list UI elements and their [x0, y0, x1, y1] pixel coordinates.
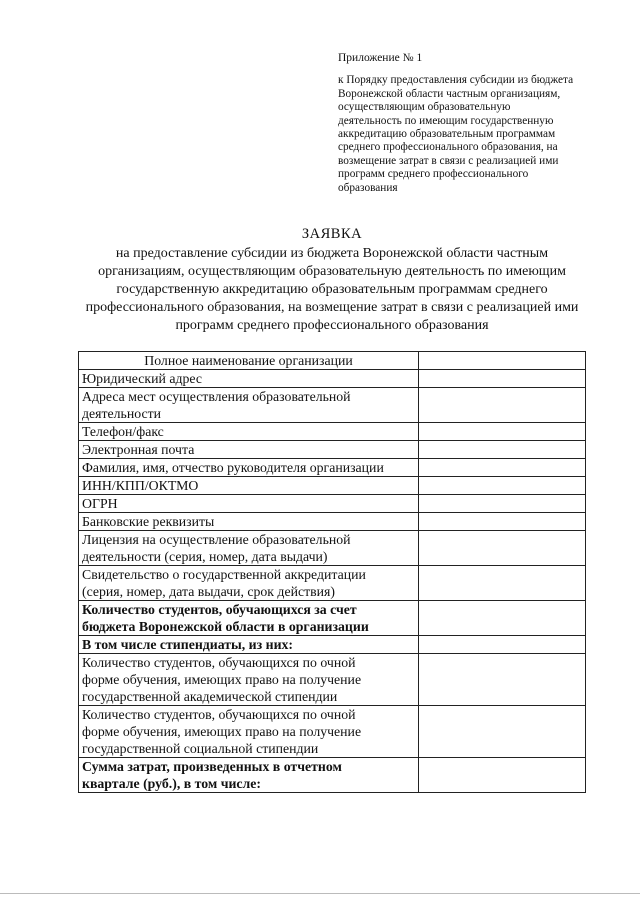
field-label-line: Количество студентов, обучающихся по очной: [82, 655, 356, 670]
field-label-line: Адреса мест осуществления образовательной: [82, 389, 351, 404]
field-value-cell[interactable]: [419, 758, 586, 793]
field-label-cell: [79, 441, 419, 459]
field-label-cell: [79, 477, 419, 495]
field-label-cell: [79, 706, 419, 758]
table-row: [79, 459, 586, 477]
field-label-cell: [79, 423, 419, 441]
subtitle-line: профессионального образования, на возмещение затрат в связи с реализацией ими: [85, 300, 579, 315]
field-label-cell: [79, 601, 419, 636]
field-label-cell: [79, 459, 419, 477]
field-label-line: деятельности: [82, 406, 161, 421]
table-row: [79, 495, 586, 513]
field-label-line: Юридический адрес: [82, 371, 202, 386]
table-row: [79, 352, 586, 370]
field-label-line: Телефон/факс: [82, 424, 164, 439]
form-table-body: [79, 352, 586, 793]
field-label-line: квартале (руб.), в том числе:: [82, 776, 262, 791]
appendix-title: Приложение № 1: [338, 52, 423, 64]
field-value-cell[interactable]: [419, 531, 586, 566]
field-value-cell[interactable]: [419, 601, 586, 636]
table-row: [79, 758, 586, 793]
table-row: [79, 388, 586, 423]
table-row: [79, 566, 586, 601]
field-value-cell[interactable]: [419, 352, 586, 370]
field-label-line: Сумма затрат, произведенных в отчетном: [82, 759, 342, 774]
subtitle-line: на предоставление субсидии из бюджета Воронежской области частным: [115, 246, 549, 261]
field-label-cell: [79, 636, 419, 654]
appendix-line: возмещение затрат в связи с реализацией ими: [338, 154, 559, 167]
subtitle-line: организациям, осуществляющим образовательную деятельность по имеющим: [98, 264, 566, 279]
field-value-cell[interactable]: [419, 423, 586, 441]
appendix-line: осуществляющим образовательную: [338, 101, 511, 114]
field-label-cell: [79, 654, 419, 706]
appendix-text: [338, 74, 623, 195]
table-row: [79, 636, 586, 654]
subtitle-line: программ среднего профессионального образования: [175, 318, 489, 333]
field-label-cell: [79, 531, 419, 566]
field-label-line: В том числе стипендиаты, из них:: [82, 637, 294, 652]
field-label-line: ОГРН: [82, 496, 118, 511]
field-value-cell[interactable]: [419, 706, 586, 758]
appendix-line: среднего профессионального образования, на: [338, 141, 558, 154]
field-value-cell[interactable]: [419, 370, 586, 388]
field-label-cell: [79, 758, 419, 793]
table-row: [79, 513, 586, 531]
field-value-cell[interactable]: [419, 495, 586, 513]
field-label-line: (серия, номер, дата выдачи, срок действия): [82, 584, 335, 599]
appendix-line: программ среднего профессионального: [338, 168, 529, 181]
field-label-line: форме обучения, имеющих право на получение: [82, 672, 362, 687]
field-label-line: Электронная почта: [82, 442, 195, 457]
field-label-line: ИНН/КПП/ОКТМО: [82, 478, 199, 493]
table-row: [79, 423, 586, 441]
field-label-line: деятельности (серия, номер, дата выдачи): [82, 549, 328, 564]
field-label-cell: [79, 495, 419, 513]
appendix-line: Воронежской области частным организациям,: [338, 87, 561, 100]
table-row: [79, 706, 586, 758]
field-value-cell[interactable]: [419, 459, 586, 477]
field-value-cell[interactable]: [419, 566, 586, 601]
document-title: ЗАЯВКА: [301, 226, 363, 242]
application-form-table: [78, 351, 586, 793]
table-row: [79, 441, 586, 459]
field-label-line: Банковские реквизиты: [82, 514, 215, 529]
field-label-line: Лицензия на осуществление образовательной: [82, 532, 351, 547]
field-label-cell: [79, 388, 419, 423]
field-label-cell: [79, 370, 419, 388]
table-row: [79, 370, 586, 388]
document-heading: [68, 226, 596, 335]
field-value-cell[interactable]: [419, 477, 586, 495]
field-label-cell: [79, 352, 419, 370]
table-row: [79, 477, 586, 495]
page-bottom-divider: [0, 893, 640, 894]
field-label-line: государственной академической стипендии: [82, 689, 338, 704]
appendix-line: аккредитацию образовательным программам: [338, 128, 556, 141]
field-label-line: Полное наименование организации: [144, 353, 353, 368]
field-label-line: бюджета Воронежской области в организации: [82, 619, 369, 634]
field-label-line: Количество студентов, обучающихся за счет: [82, 602, 357, 617]
field-label-line: государственной социальной стипендии: [82, 741, 319, 756]
field-value-cell[interactable]: [419, 513, 586, 531]
subtitle-line: государственную аккредитацию образовательным программам среднего: [116, 282, 548, 297]
field-label-line: Количество студентов, обучающихся по очной: [82, 707, 356, 722]
table-row: [79, 531, 586, 566]
appendix-line: образования: [338, 181, 398, 194]
field-label-cell: [79, 513, 419, 531]
field-label-line: Свидетельство о государственной аккредитации: [82, 567, 366, 582]
field-value-cell[interactable]: [419, 441, 586, 459]
field-label-cell: [79, 566, 419, 601]
appendix-line: к Порядку предоставления субсидии из бюджета: [338, 74, 574, 87]
table-row: [79, 601, 586, 636]
appendix-block: [338, 52, 623, 195]
field-label-line: форме обучения, имеющих право на получение: [82, 724, 362, 739]
appendix-line: деятельность по имеющим государственную: [338, 114, 554, 127]
field-label-line: Фамилия, имя, отчество руководителя организации: [82, 460, 384, 475]
field-value-cell[interactable]: [419, 388, 586, 423]
field-value-cell[interactable]: [419, 654, 586, 706]
field-value-cell[interactable]: [419, 636, 586, 654]
table-row: [79, 654, 586, 706]
document-subtitle: [68, 245, 596, 335]
